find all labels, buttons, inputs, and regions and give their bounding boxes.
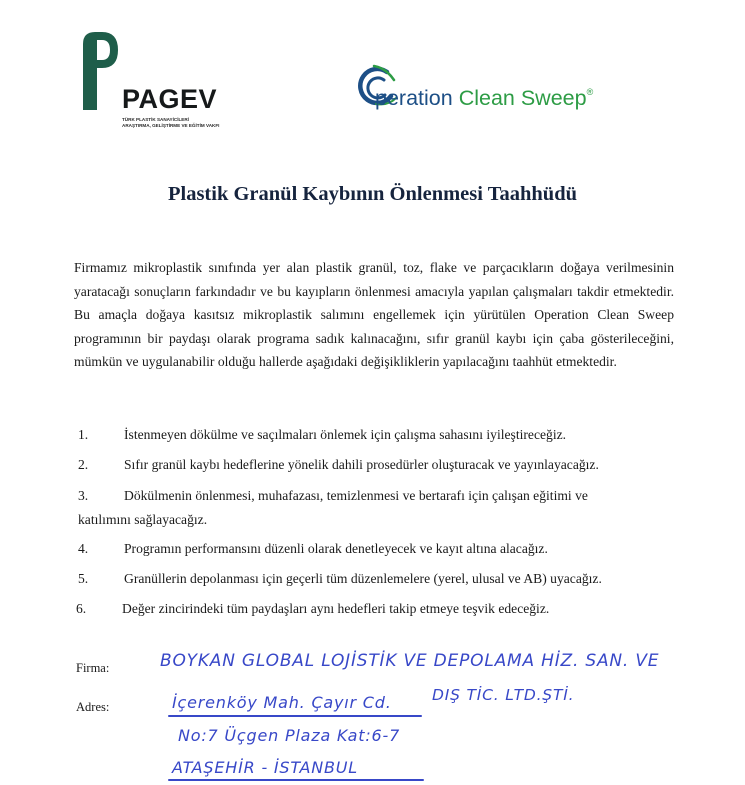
pagev-logo-subtitle: TÜRK PLASTİK SANAYİCİLERİ [122, 117, 189, 122]
list-item [78, 453, 678, 477]
adres-line1-handwritten: İçerenköy Mah. Çayır Cd. [172, 693, 392, 712]
list-item-text: Sıfır granül kaybı hedeflerine yönelik dahili prosedürler oluşturacak ve yayınlayacağız. [124, 457, 599, 472]
ocs-logo-text-operation: peration [375, 86, 453, 110]
list-item-number: 6. [76, 601, 87, 616]
ocs-logo-text [375, 86, 593, 111]
list-item [78, 423, 678, 447]
document-title: Plastik Granül Kaybının Önlenmesi Taahhüdü [167, 183, 578, 205]
list-item-number: 1. [78, 427, 89, 442]
firma-value-handwritten-cont: DIŞ TİC. LTD.ŞTİ. [432, 686, 575, 704]
pagev-logo-icon [80, 30, 120, 114]
list-item-text: Granüllerin depolanması için geçerli tüm düzenlemelere (yerel, ulusal ve AB) uyacağız. [124, 571, 602, 586]
list-item-text: Değer zincirindeki tüm paydaşları aynı hedefleri takip etmeye teşvik edeceğiz. [122, 601, 550, 616]
list-item-number: 4. [78, 541, 89, 556]
ocs-logo-text-clean-sweep: Clean Sweep [458, 86, 587, 110]
list-item [78, 537, 678, 561]
list-item-text: Programın performansını düzenli olarak denetleyecek ve kayıt altına alacağız. [124, 541, 548, 556]
underline [168, 715, 422, 717]
operation-clean-sweep-logo [354, 60, 674, 120]
pagev-logo-subtitle-2: ARAŞTIRMA, GELİŞTİRME VE EĞİTİM VAKFI [122, 123, 220, 128]
pagev-logo [80, 30, 230, 130]
pagev-logo-text: PAGEV [122, 84, 218, 114]
firma-label: Firma: [76, 661, 110, 675]
list-item-number: 2. [78, 457, 89, 472]
firma-value-handwritten: BOYKAN GLOBAL LOJİSTİK VE DEPOLAMA HİZ. SAN. VE [160, 651, 660, 671]
adres-label: Adres: [76, 700, 110, 714]
registered-mark: ® [586, 87, 594, 97]
list-item-number: 3. [78, 488, 89, 503]
adres-line3-handwritten: ATAŞEHİR - İSTANBUL [172, 758, 359, 777]
intro-paragraph: Firmamız mikroplastik sınıfında yer alan plastik granül, toz, flake ve parçacıkların doğaya verilmesinin yaratacağı sonuçların farkındadır ve bu kayıpların önlenmesi amacıyla yapılan çalışmaları takdir etmektedir. Bu amaçla doğaya kasıtsız mikroplastik salımını engellemek için yürütülen Operation Clean Sweep programının bir paydaşı olarak programa sadık kalınacağını, sıfır granül kaybı için çaba gösterileceğini, mümkün ve uygulanabilir olduğu hallerde aşağıdaki değişikliklerin yapılacağını taahhüt etmektedir. [74, 260, 674, 370]
list-item-text: İstenmeyen dökülme ve saçılmaları önlemek için çalışma sahasını iyileştireceğiz. [124, 427, 567, 442]
list-item [78, 484, 678, 532]
list-item [78, 567, 678, 591]
list-item [76, 597, 676, 621]
underline [168, 779, 424, 781]
list-item-text-continued: katılımını sağlayacağız. [78, 512, 208, 527]
adres-line2-handwritten: No:7 Üçgen Plaza Kat:6-7 [178, 726, 401, 745]
list-item-text: Dökülmenin önlenmesi, muhafazası, temizlenmesi ve bertarafı için çalışan eğitimi ve [124, 488, 588, 503]
list-item-number: 5. [78, 571, 89, 586]
